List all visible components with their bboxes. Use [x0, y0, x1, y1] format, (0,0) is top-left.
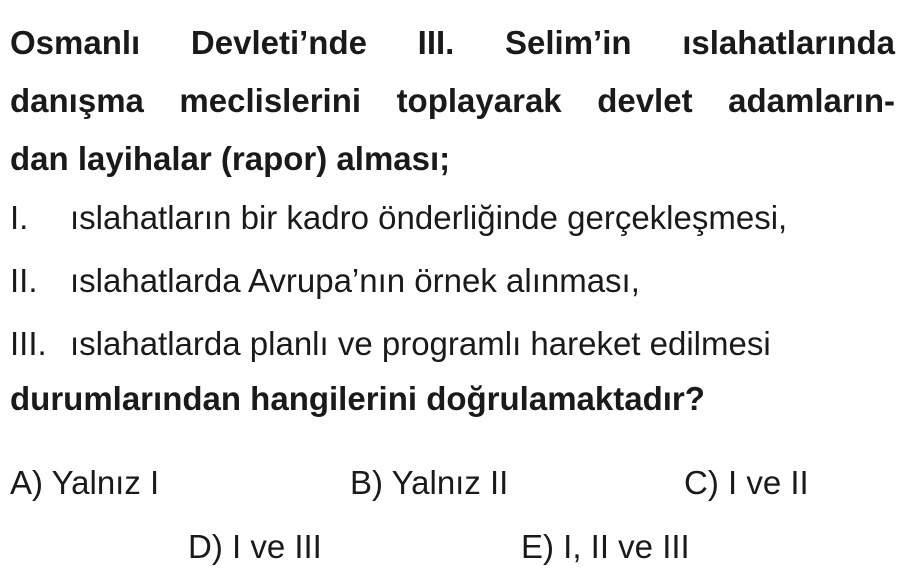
statement-numeral: III.	[10, 325, 47, 362]
answer-option-c[interactable]: C) I ve II	[684, 464, 809, 501]
question-prompt: durumlarından hangilerini doğrulamaktadır?	[10, 380, 705, 417]
stem-line-2: danışma meclislerini toplayarak devlet adamların-	[10, 82, 895, 119]
stem-line-1: Osmanlı Devleti’nde III. Selim’in ıslahatlarında	[10, 24, 895, 61]
statement-item	[10, 312, 787, 375]
answer-option-d[interactable]: D) I ve III	[188, 528, 322, 565]
answer-option-e[interactable]: E) I, II ve III	[521, 528, 690, 565]
statement-text: ıslahatlarda Avrupa’nın örnek alınması,	[70, 262, 640, 299]
answer-option-a[interactable]: A) Yalnız I	[10, 464, 160, 501]
statement-item	[10, 249, 787, 312]
statement-text: ıslahatların bir kadro önderliğinde gerçekleşmesi,	[70, 199, 788, 236]
statement-numeral: I.	[10, 199, 29, 236]
statement-list	[10, 186, 787, 375]
answer-option-b[interactable]: B) Yalnız II	[350, 464, 509, 501]
statement-item	[10, 186, 787, 249]
statement-numeral: II.	[10, 262, 38, 299]
statement-text: ıslahatlarda planlı ve programlı hareket edilmesi	[70, 325, 771, 362]
stem-line-3: dan layihalar (rapor) alması;	[10, 140, 451, 177]
question-stem	[10, 14, 895, 188]
